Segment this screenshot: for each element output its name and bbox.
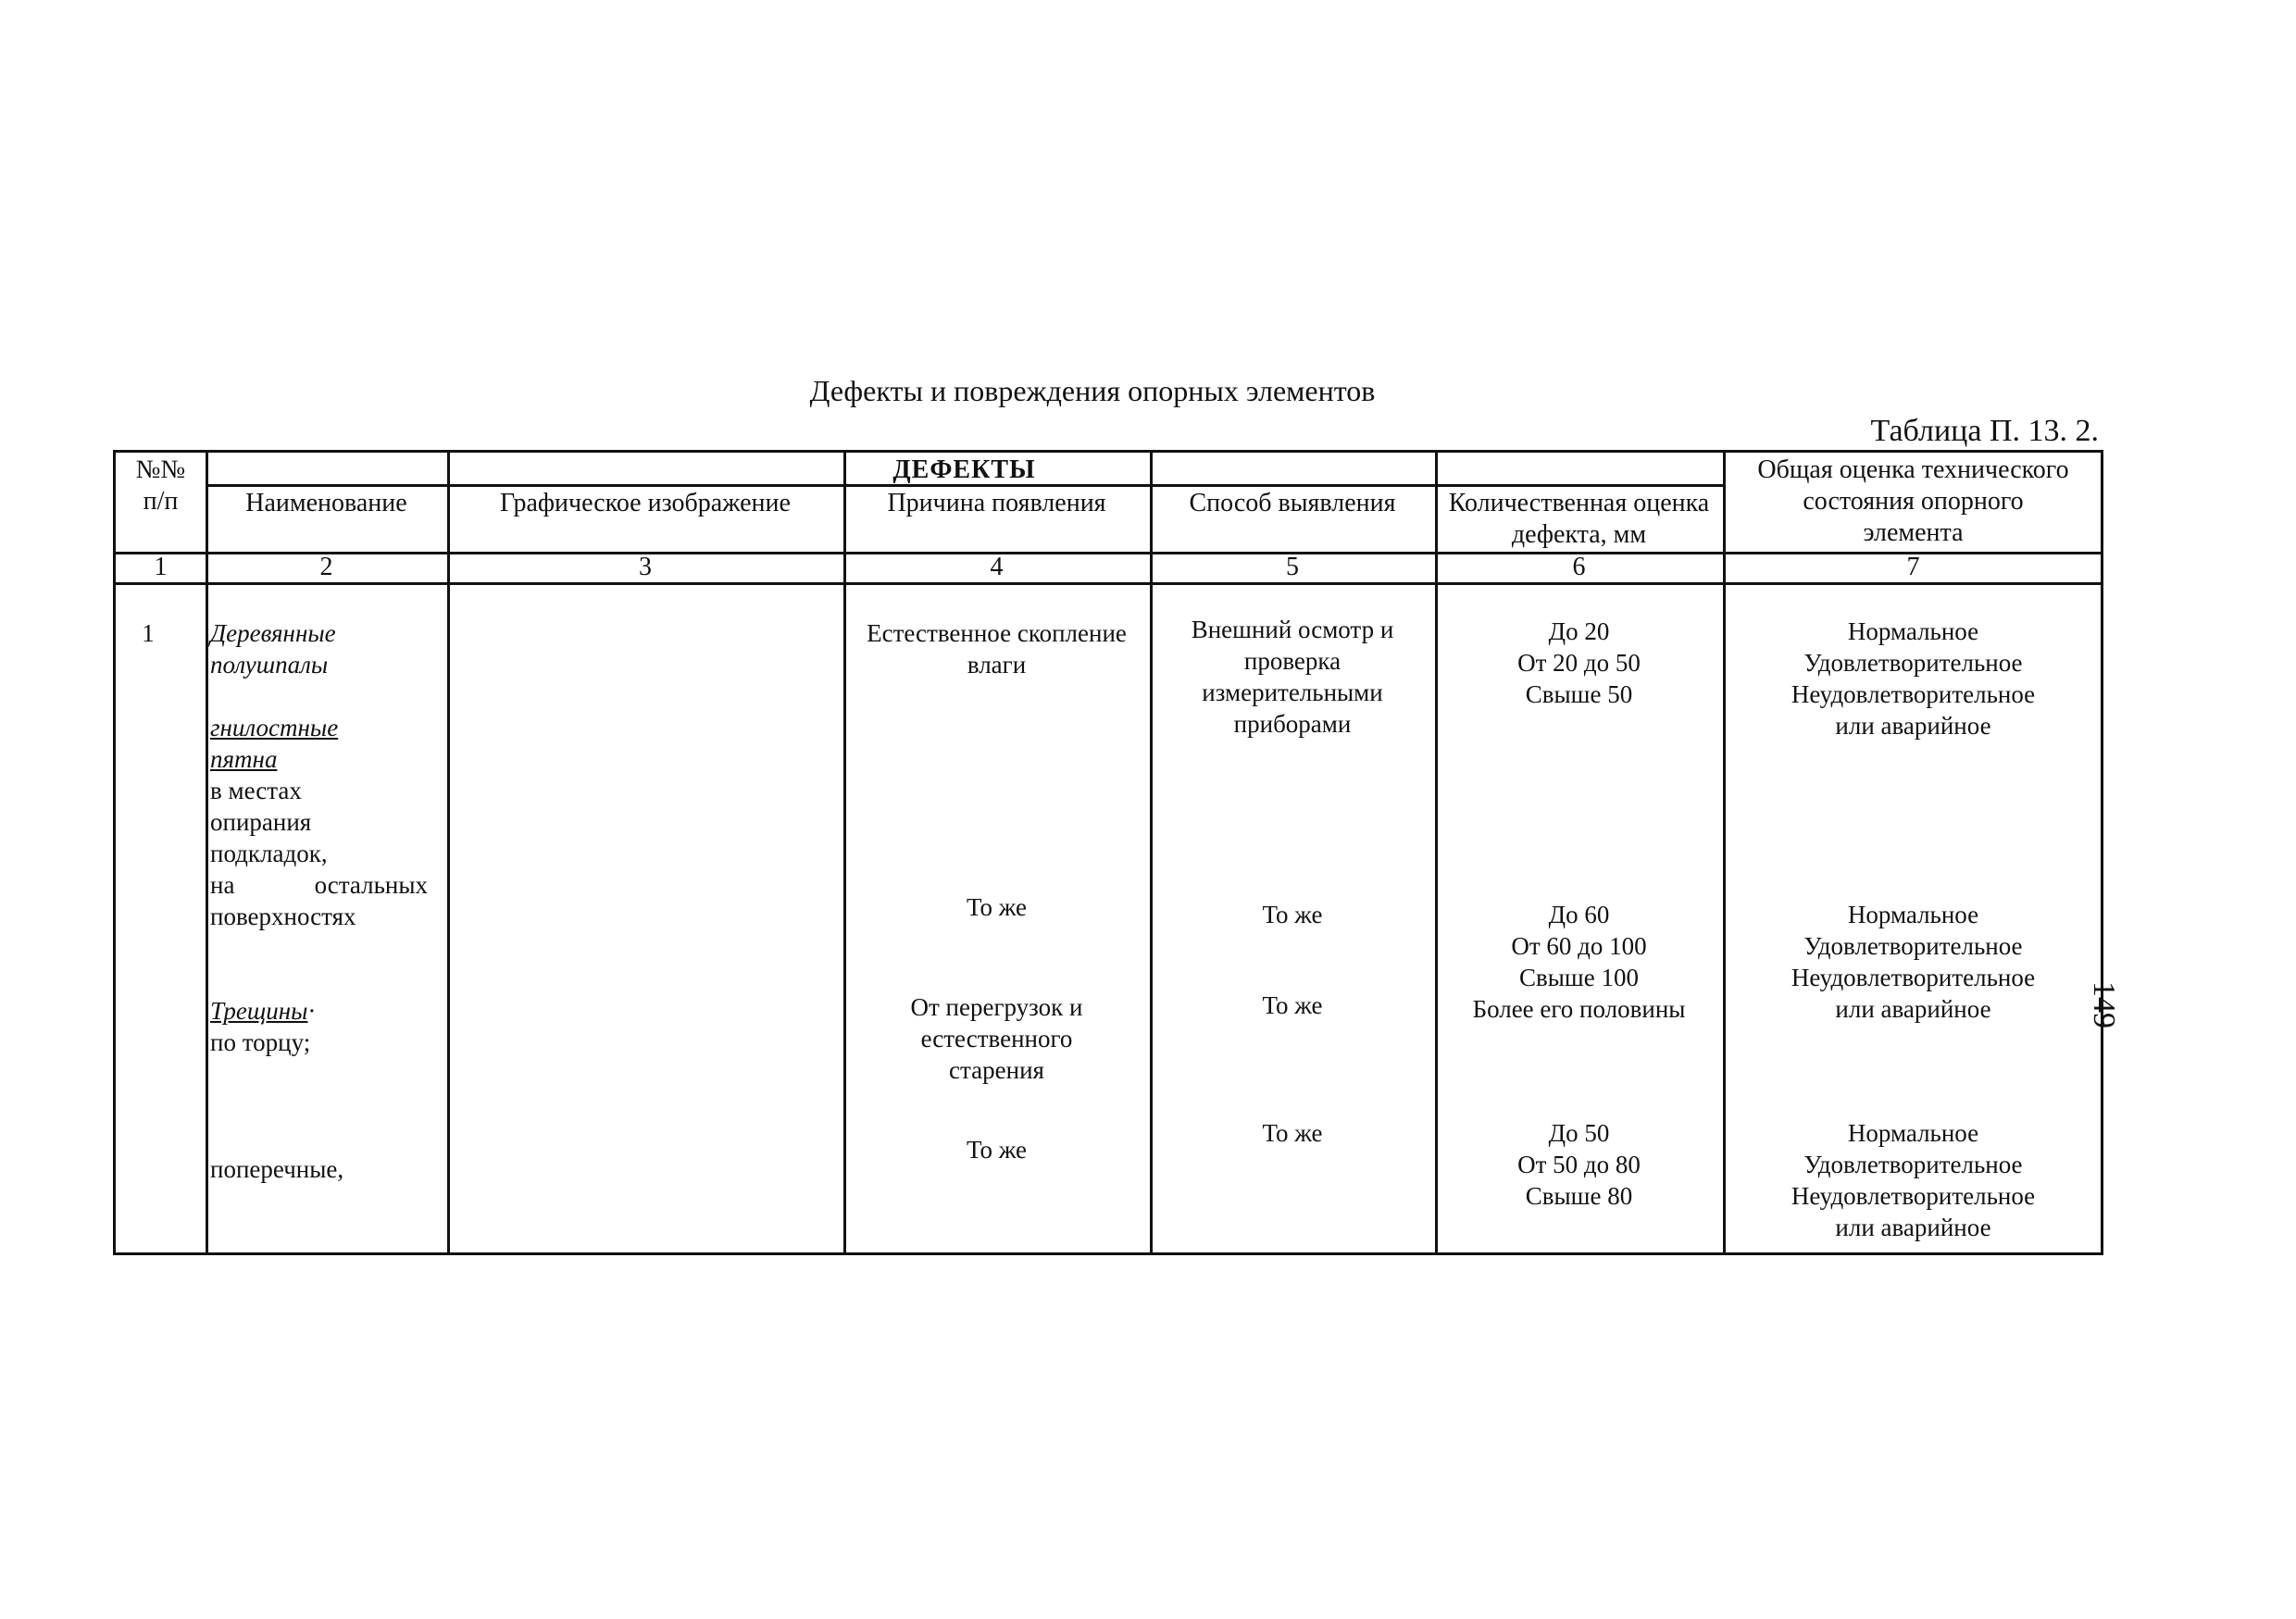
cause-b1-line2: влаги (967, 651, 1027, 679)
header-col-overall-line2: состояния опорного (1803, 487, 2024, 516)
defect-sub1-line2: пятна (210, 745, 278, 773)
quant-b1-item: От 20 до 50 (1517, 649, 1641, 677)
header-col-overall-line1: Общая оценка технического (1757, 455, 2069, 484)
overall-b3-item: или аварийное (1835, 1214, 1991, 1241)
column-number: 6 (1572, 553, 1586, 581)
header-col-method: Способ выявления (1189, 489, 1396, 517)
overall-block-2 (1723, 899, 2103, 1025)
defect-sub1-text: в местах (210, 777, 302, 804)
overall-b2-item: Удовлетворительное (1803, 932, 2023, 960)
method-block-3: То же (1262, 991, 1323, 1019)
overall-b2-item: или аварийное (1835, 995, 1991, 1023)
table-label: Таблица П. 13. 2. (1870, 414, 2099, 448)
quant-b3-item: Свыше 80 (1525, 1182, 1633, 1210)
defect-sub2-heading: Трещины (210, 997, 308, 1025)
defect-sub2-heading-suffix: · (307, 997, 317, 1025)
cause-b3-line2: естественного (920, 1025, 1073, 1052)
defect-sub1-text-final: поверхностях (210, 903, 356, 930)
header-col-quant-line2: дефекта, мм (1511, 520, 1647, 549)
method-block-1 (1150, 614, 1435, 740)
quant-block-2 (1435, 899, 1723, 1025)
cause-b3-line3: старения (949, 1056, 1044, 1084)
defect-sub3-text: поперечные, (210, 1155, 344, 1183)
overall-block-3 (1723, 1117, 2103, 1243)
overall-b2-item: Неудовлетворительное (1791, 964, 2036, 991)
column-number: 3 (639, 553, 652, 581)
overall-b1-item: Неудовлетворительное (1791, 680, 2036, 708)
quant-b2-item: От 60 до 100 (1511, 932, 1647, 960)
quant-b2-item: До 60 (1548, 901, 1610, 928)
header-defects-group: ДЕФЕКТЫ (892, 455, 1036, 484)
method-block-4: То же (1262, 1119, 1323, 1147)
quant-b3-item: От 50 до 80 (1517, 1151, 1641, 1178)
defect-sub2-text: по торцу; (210, 1028, 311, 1056)
method-b1-line4: приборами (1233, 710, 1352, 738)
method-b1-line3: измерительными (1202, 679, 1383, 706)
cause-b1-line1: Естественное скопление (867, 619, 1127, 647)
defect-heading-line1: Деревянные (210, 619, 336, 647)
cause-block-4: То же (967, 1136, 1027, 1164)
header-col-cause: Причина появления (887, 489, 1106, 517)
cause-b3-line1: От перегрузок и (910, 993, 1083, 1021)
header-col-quant-line1: Количественная оценка (1448, 489, 1710, 517)
defect-heading-line2: полушпалы (210, 651, 329, 679)
cause-block-3 (843, 991, 1150, 1086)
defect-sub1-text-left: на (210, 871, 235, 899)
column-number: 4 (990, 553, 1004, 581)
overall-block-1 (1723, 616, 2103, 741)
column-number: 2 (319, 553, 333, 581)
header-num-line2: п/п (143, 487, 179, 516)
defect-sub1-text: опирания (210, 808, 312, 836)
quant-b2-item: Свыше 100 (1519, 964, 1639, 991)
header-col-overall-line3: элемента (1863, 518, 1964, 547)
quant-b1-item: До 20 (1548, 617, 1610, 645)
defect-name-cell (210, 617, 442, 1185)
overall-b1-item: Удовлетворительное (1803, 649, 2023, 677)
table-hline (116, 582, 2103, 585)
method-b1-line1: Внешний осмотр и (1191, 616, 1394, 643)
quant-block-3 (1435, 1117, 1723, 1212)
header-col-overall (1723, 455, 2103, 549)
overall-b3-item: Нормальное (1847, 1119, 1979, 1147)
cause-block-1 (843, 617, 1150, 680)
overall-b3-item: Удовлетворительное (1803, 1151, 2023, 1178)
quant-b2-item: Более его половины (1472, 995, 1686, 1023)
header-col-quant (1435, 488, 1723, 551)
column-number: 5 (1286, 553, 1299, 581)
cause-block-2: То же (967, 893, 1027, 921)
header-col-graphic: Графическое изображение (500, 489, 791, 517)
defect-sub1-text: подкладок, (210, 840, 328, 867)
method-b1-line2: проверка (1243, 647, 1341, 675)
header-num (116, 455, 206, 517)
defect-sub1-text-right: остальных (314, 871, 428, 899)
quant-block-1 (1435, 616, 1723, 710)
header-num-line1: №№ (135, 455, 186, 484)
overall-b2-item: Нормальное (1847, 901, 1979, 928)
defects-table (113, 450, 2103, 1255)
overall-b1-item: Нормальное (1847, 617, 1979, 645)
column-number: 1 (154, 553, 168, 581)
row-number: 1 (142, 619, 155, 647)
overall-b3-item: Неудовлетворительное (1791, 1182, 2036, 1210)
column-number: 7 (1906, 553, 1920, 581)
quant-b1-item: Свыше 50 (1525, 680, 1633, 708)
method-block-2: То же (1262, 901, 1323, 928)
page-number: 149 (2087, 981, 2121, 1028)
header-col-name: Наименование (245, 489, 407, 517)
defect-sub1-line1: гнилостные (210, 714, 339, 741)
overall-b1-item: или аварийное (1835, 712, 1991, 740)
document-title: Дефекты и повреждения опорных элементов (809, 374, 1376, 407)
quant-b3-item: До 50 (1548, 1119, 1610, 1147)
